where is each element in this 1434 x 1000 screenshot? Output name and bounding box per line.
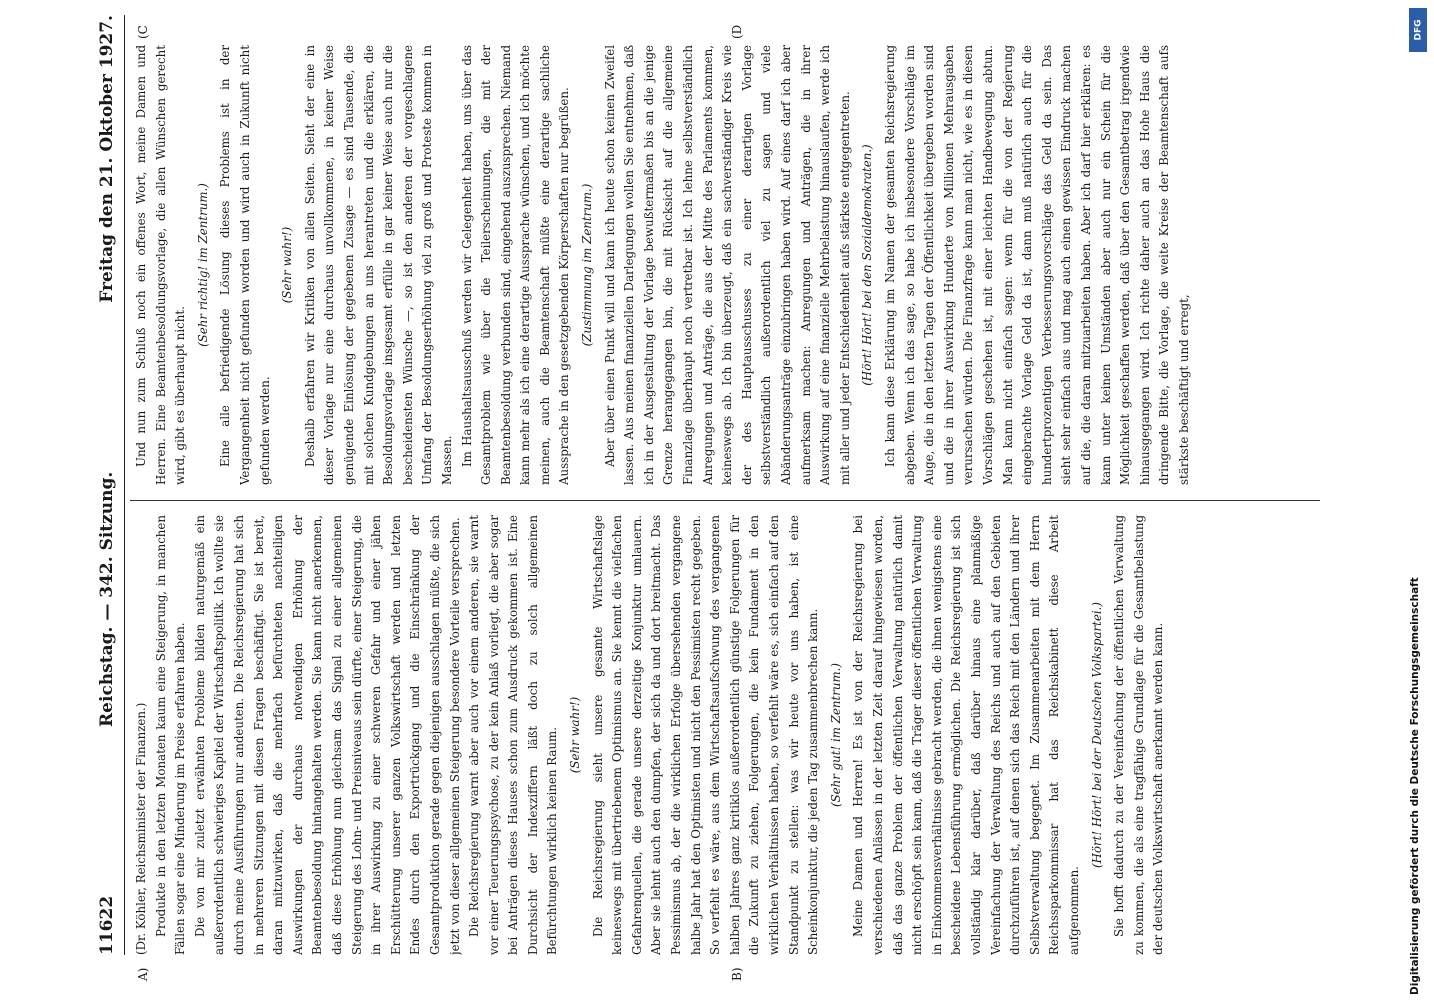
credit-text: Digitalisierung gefördert durch die Deutsche Forschungsgemeinschaft [1409, 577, 1421, 995]
interjection: (Hört! Hört! bei den Sozialdemokraten.) [860, 144, 875, 386]
paragraph: Die von mir zuletzt erwähnten Probleme bilden naturgemäß ein außerordentlich schwieriges Kapitel der Wirtschaftspolitik. Ich wollte sie durch meine Ausführungen nur andeuten. Die Reichsregierung hat sich in mehreren Sitzungen mit diesen Fragen beschäftigt. Sie ist bereit, daran mitzuwirken, daß die mehrfach befürchteten nachteiligen Auswirkungen der durchaus notwendigen Erhöhung der Beamtenbesoldung hintangehalten werden. Sie kann nicht anerkennen, daß diese Erhöhung nun gleichsam das Signal zu einer allgemeinen Steigerung des Lohn- und Preisniveaus sein dürfte, einer Steigerung, die in ihrer Auswirkung zu einer schweren Gefahr und einer jähen Erschütterung unserer ganzen Volkswirtschaft werden und letzten Endes durch den Exportrückgang und die Einschränkung der Gesamtproduktion gerade gegen diejenigen ausschlagen müßte, die sich jetzt von dieser allgemeinen Steigerung besondere Vorteile versprechen. [192, 515, 462, 955]
column-divider [130, 500, 1320, 501]
digitization-credit [1406, 0, 1428, 1000]
paragraph: Aber über einen Punkt will und kann ich heute schon keinen Zweifel lassen. Aus meinen finanziellen Darlegungen wollen Sie entnehmen, daß ich in der Ausgestaltung der Vorlage bewußtermaßen bis an die jenige Grenze herangegangen bin, die mit Rücksicht auf die allgemeine Finanzlage überhaupt noch vertretbar ist. Ich lehne selbstverständlich Anregungen und Anträge, die aus der Mitte des Parlaments kommen, keineswegs ab. Ich bin überzeugt, daß ein sachverständiger Kreis wie der des Hauptausschusses zu einer derartigen Vorlage selbstverständlich außerordentlich viel zu sagen und viele Abänderungsanträge einzubringen haben wird. Auf eines darf ich aber aufmerksam machen: Anregungen und Anträgen, die in ihrer Auswirkung auf eine finanzielle Mehrbelastung hinauslaufen, werde ich mit aller und jeder Entschiedenheit aufs stärkste entgegentreten. [602, 45, 852, 485]
paragraph: Und nun zum Schluß noch ein offenes Wort, meine Damen und Herren. Eine Beamtenbesoldungsvorlage, die allen Wünschen gerecht wird, gibt es überhaupt nicht. [134, 45, 188, 485]
page-number: 11622 [97, 895, 117, 955]
session-date: Freitag den 21. Oktober 1927. [97, 15, 117, 303]
dfg-logo-text: DFG [1413, 19, 1424, 41]
margin-mark-b: B) [730, 967, 744, 981]
interjection: (Sehr wahr!) [568, 696, 583, 774]
margin-mark-d: (D [730, 24, 744, 39]
dfg-logo [1409, 8, 1427, 52]
interjection: (Sehr wahr!) [280, 226, 295, 304]
margin-mark-c: (C [136, 25, 150, 39]
session-title: Reichstag. — 342. Sitzung. [97, 471, 117, 727]
paragraph: Eine alle befriedigende Lösung dieses Problems ist in der Vergangenheit nicht gefunden worden und wird auch in Zukunft nicht gefunden werden. [218, 45, 272, 485]
speaker-line: (Dr. Köhler, Reichsminister der Finanzen.) [134, 702, 148, 955]
rotated-page [90, 0, 1330, 981]
left-column [132, 515, 1312, 955]
paragraph: Deshalb erfahren wir Kritiken von allen Seiten. Sieht der eine in dieser Vorlage nur eine durchaus unvollkommene, in keiner Weise genügende Einlösung der gegebenen Zusage — es sind Tausende, die mit solchen Kundgebungen an uns herantreten und die erklären, die Besoldungsvorlage insgesamt erfülle in gar keiner Weise auch nur die bescheidensten Wünsche —, so ist den anderen der vorgeschlagene Umfang der Besoldungserhöhung viel zu groß und Proteste kommen in Massen. [302, 45, 454, 485]
right-column [132, 45, 1322, 485]
paragraph: Meine Damen und Herren! Es ist von der Reichsregierung bei verschiedenen Anlässen in der letzten Zeit darauf hingewiesen worden, daß das ganze Problem der öffentlichen Verwaltung natürlich damit nicht erschöpft sein kann, daß die Träger dieser öffentlichen Verwaltung in Einkommensverhältnisse gebracht werden, die ihnen wenigstens eine bescheidene Lebensführung ermöglichen. Die Reichsregierung ist sich vollständig klar darüber, daß darüber hinaus eine planmäßige Vereinfachung der Verwaltung des Reichs und auch auf den Gebieten durchzuführen ist, auf denen sich das Reich mit den Ländern und ihrer Selbstverwaltung begegnet. Im Zusammenarbeiten mit dem Herrn Reichssparkommissar hat das Reichskabinett diese Arbeit aufgenommen. [851, 515, 1081, 955]
interjection: (Zustimmung im Zentrum.) [580, 183, 595, 347]
margin-mark-a: A) [136, 967, 150, 981]
paragraph: Die Reichsregierung sieht unsere gesamte Wirtschaftslage keineswegs mit übertriebenem Optimismus an. Sie kennt die vielfachen Gefahrenquellen, die gerade unsere derzeitige Konjunktur umlauern. Aber sie lehnt auch den dumpfen, der sich da und dort breitmacht. Das Pessimismus ab, der die wirklichen Erfolge übersehenden vergangene halbe Jahr hat den Optimisten und nicht den Pessimisten recht gegeben. So verfehlt es wäre, aus dem Wirtschaftsaufschwung des vergangenen halben Jahres ganz kritiklos außerordentlich günstige Folgerungen für die Zukunft zu ziehen, Folgerungen, die kein Fundament in den wirklichen Verhältnissen haben, so verfehlt wäre es, sich einfach auf den Standpunkt zu stellen: was wir heute vor uns haben, ist eine Scheinkonjunktur, die jeden Tag zusammenbrechen kann. [590, 515, 821, 955]
interjection: (Sehr richtig! im Zentrum.) [195, 183, 210, 347]
paragraph: Sie hofft dadurch zu der Vereinfachung der öffentlichen Verwaltung zu kommen, die als eine tragfähige Grundlage für die Gesamtbelastung der deutschen Volkswirtschaft anerkannt werden kann. [1112, 515, 1166, 955]
interjection: (Sehr gut! im Zentrum.) [828, 662, 843, 808]
running-header [90, 15, 125, 955]
paragraph: Im Haushaltsausschuß werden wir Gelegenheit haben, uns über das Gesamtproblem wie über die Teilerscheinungen, die mit der Beamtenbesoldung verbunden sind, eingehend auszusprechen. Niemand kann mehr als ich eine derartige Aussprache wünschen, und ich möchte meinen, auch die Beamtenschaft müßte eine derartige sachliche Aussprache in den gesetzgebenden Körperschaften nur begrüßen. [459, 45, 572, 485]
paragraph: Die Reichsregierung warnt aber auch vor einem anderen, sie warnt vor einer Teuerungspsychose, zu der kein Anlaß vorliegt, die aber sogar bei Anträgen dieses Hauses schon zum Ausdruck gekommen ist. Eine Durchsicht der Indexziffern läßt doch zu solch allgemeinen Befürchtungen wirklich keinen Raum. [467, 515, 560, 955]
paragraph: Produkte in den letzten Monaten kaum eine Steigerung, in manchen Fällen sogar eine Minderung im Preise erfahren haben. [153, 515, 188, 955]
paragraph: Ich kann diese Erklärung im Namen der gesamten Reichsregierung abgeben. Wenn ich das sage, so habe ich insbesondere Vorschläge im Auge, die in den letzten Tagen der Öffentlichkeit übergeben worden sind und die in ihrer Auswirkung Hunderte von Millionen Mehrausgaben verursachen würden. Die Finanzfrage kann man nicht, wie es in diesen Vorschlägen geschehen ist, mit einer leichten Handbewegung abtun. Man kann nicht einfach sagen: wenn für die von der Regierung eingebrachte Vorlage Geld da ist, dann muß natürlich auch für die hundertprozentigen Verbesserungsvorschläge das Geld da sein. Das sieht sehr einfach aus und mag auch einen gewissen Eindruck machen auf die, die daran mitzuarbeiten haben. Aber ich darf hier erklären: es kann unter keinen Umständen aber auch nur ein Schein für die Möglichkeit geschaffen werden, daß über den Gesamtbetrag irgendwie hinausgegangen wird. Ich richte daher auch an das Hohe Haus die dringende Bitte, die Vorlage, die weite Kreise der Beamtenschaft aufs stärkste beschäftigt und erregt, [882, 45, 1191, 485]
interjection: (Hört! Hört! bei der Deutschen Volkspartei.) [1089, 601, 1104, 869]
